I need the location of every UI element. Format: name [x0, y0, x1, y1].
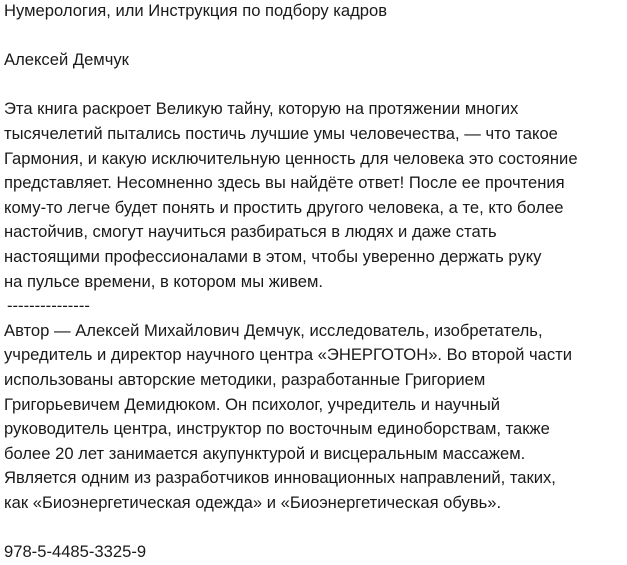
about-line: Григорьевичем Демидюком. Он психолог, учредитель и научный: [4, 394, 501, 414]
description-line: Эта книга раскроет Великую тайну, которую на протяжении многих: [4, 99, 519, 119]
about-line: Автор — Алексей Михайлович Демчук, исследователь, изобретатель,: [4, 320, 543, 340]
description-line: настойчив, смогут научиться разбираться в людях и даже стать: [4, 222, 497, 242]
description-line: Гармония, и какую исключительную ценность для человека это состояние: [4, 148, 578, 168]
description-line: кому-то легче будет понять и простить другого человека, а те, кто более: [4, 197, 564, 217]
description-line: представляет. Несомненно здесь вы найдёте ответ! После ее прочтения: [4, 173, 565, 193]
isbn-number: 978-5-4485-3325-9: [4, 542, 147, 562]
about-line: использованы авторские методики, разработанные Григорием: [4, 369, 486, 389]
about-author-paragraph: [4, 319, 622, 516]
blank-line: [4, 515, 622, 540]
description-line: настоящими профессионалами в этом, чтобы уверенно держать руку: [4, 246, 542, 266]
separator-line: ---------------: [7, 296, 90, 316]
description-line: на пульсе времени, в котором мы живем.: [4, 271, 323, 291]
blank-line: [4, 24, 622, 49]
description-paragraph: [4, 97, 622, 294]
description-line: тысячелетий пытались постичь лучшие умы человечества, — что такое: [4, 123, 558, 143]
about-line: более 20 лет занимается акупунктурой и висцеральным массажем.: [4, 443, 526, 463]
book-author: Алексей Демчук: [4, 50, 129, 70]
about-line: учредитель и директор научного центра «ЭНЕРГОТОН». Во второй части: [4, 345, 573, 365]
about-line: руководитель центра, инструктор по восточным единоборствам, также: [4, 419, 550, 439]
book-title: Нумерология, или Инструкция по подбору кадров: [4, 1, 388, 20]
about-line: как «Биоэнергетическая одежда» и «Биоэнергетическая обувь».: [4, 492, 502, 512]
document-body: [4, 0, 622, 565]
blank-line: [4, 73, 622, 98]
about-line: Является одним из разработчиков инновационных направлений, таких,: [4, 468, 556, 488]
